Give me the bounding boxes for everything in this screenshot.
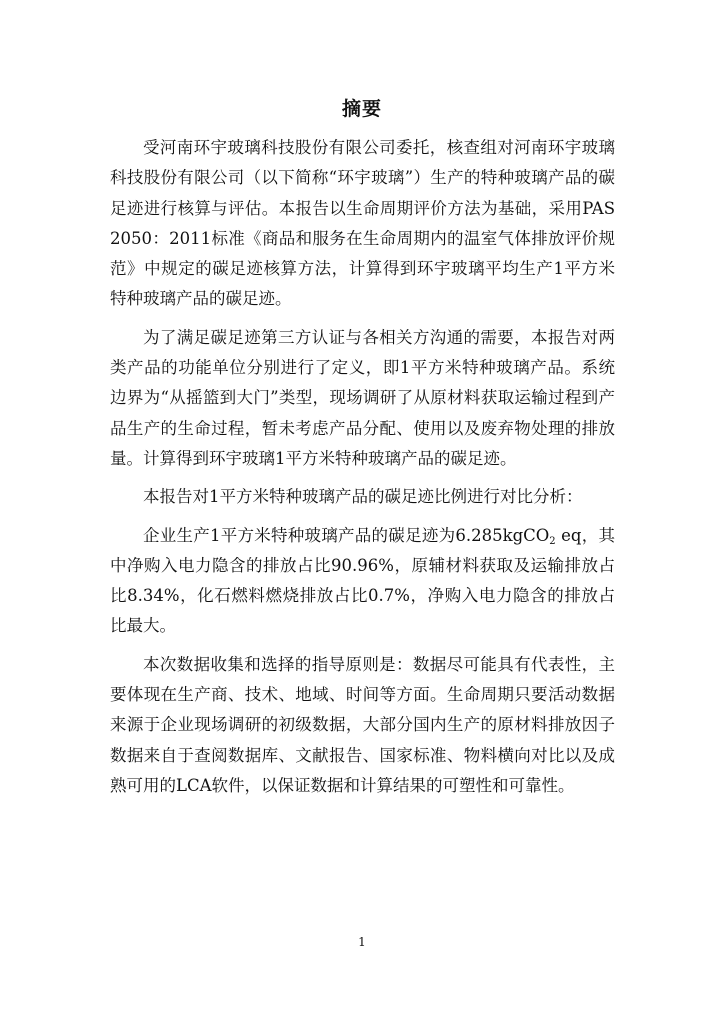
paragraph-results — [110, 521, 615, 642]
paragraph-comparison-intro: 本报告对1平方米特种玻璃产品的碳足迹比例进行对比分析： — [143, 487, 583, 507]
page-number: 1 — [358, 935, 366, 949]
results-text-after-subscript: eq，其中净购入电力隐含的排放占比90.96%，原辅材料获取及运输排放占比8.34%，化石燃料燃烧排放占比0.7%，净购入电力隐含的排放占比最大。 — [110, 525, 615, 636]
results-text-before-subscript: 企业生产1平方米特种玻璃产品的碳足迹为6.285kgCO — [143, 525, 550, 545]
paragraph-commission: 受河南环宇玻璃科技股份有限公司委托，核查组对河南环宇玻璃科技股份有限公司（以下简称“环宇玻璃”）生产的特种玻璃产品的碳足迹进行核算与评估。本报告以生命周期评价方法为基础，采用PAS 2050：2011标准《商品和服务在生命周期内的温室气体排放评价规范》中规定的碳足迹核算方法，计算得到环宇玻璃平均生产1平方米特种玻璃产品的碳足迹。 — [110, 138, 615, 309]
paragraph-scope: 为了满足碳足迹第三方认证与各相关方沟通的需要，本报告对两类产品的功能单位分别进行了定义，即1平方米特种玻璃产品。系统边界为“从摇篮到大门”类型，现场调研了从原材料获取运输过程到产品生产的生命过程，暂未考虑产品分配、使用以及废弃物处理的排放量。计算得到环宇玻璃1平方米特种玻璃产品的碳足迹。 — [110, 327, 615, 468]
paragraph-data-principles: 本次数据收集和选择的指导原则是：数据尽可能具有代表性，主要体现在生产商、技术、地域、时间等方面。生命周期只要活动数据来源于企业现场调研的初级数据，大部分国内生产的原材料排放因子数据来自于查阅数据库、文献报告、国家标准、物料横向对比以及成熟可用的LCA软件，以保证数据和计算结果的可塑性和可靠性。 — [110, 654, 615, 795]
co2-subscript: 2 — [549, 535, 556, 547]
summary-body — [110, 133, 615, 801]
page-title: 摘要 — [341, 98, 382, 120]
